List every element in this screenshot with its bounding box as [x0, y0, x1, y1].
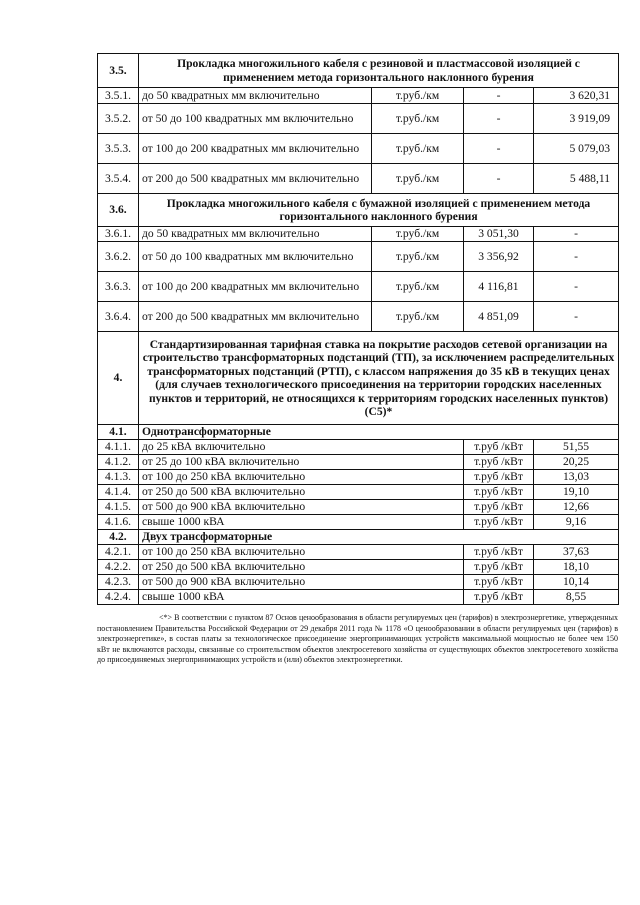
row-value-1: 4 851,09: [464, 302, 534, 332]
table-row: [98, 560, 619, 575]
table-row: [98, 164, 619, 194]
table-row: [98, 470, 619, 485]
subsection-title: Однотрансформаторные: [139, 425, 619, 440]
row-value-1: 4 116,81: [464, 272, 534, 302]
row-unit: т.руб /кВт: [464, 440, 534, 455]
table-row: [98, 302, 619, 332]
row-description: до 25 кВА включительно: [139, 440, 464, 455]
row-number: 4.2.4.: [98, 590, 139, 605]
table-row: [98, 500, 619, 515]
row-value: 13,03: [534, 470, 619, 485]
table-row: [98, 440, 619, 455]
section-header-row: [98, 54, 619, 88]
row-unit: т.руб /кВт: [464, 500, 534, 515]
row-value: 10,14: [534, 575, 619, 590]
subsection-header-row: [98, 425, 619, 440]
row-value: 20,25: [534, 455, 619, 470]
row-number: 3.5.3.: [98, 134, 139, 164]
table-row: [98, 272, 619, 302]
row-value-2: 5 079,03: [534, 134, 619, 164]
row-description: свыше 1000 кВА: [139, 590, 464, 605]
subsection-title: Двух трансформаторные: [139, 530, 619, 545]
row-description: от 250 до 500 кВА включительно: [139, 560, 464, 575]
row-description: до 50 квадратных мм включительно: [139, 227, 372, 242]
row-number: 3.5.2.: [98, 104, 139, 134]
table-row: [98, 590, 619, 605]
footnote: [97, 613, 618, 666]
row-number: 4.2.1.: [98, 545, 139, 560]
row-value: 8,55: [534, 590, 619, 605]
row-number: 4.1.2.: [98, 455, 139, 470]
row-number: 4.1.6.: [98, 515, 139, 530]
row-unit: т.руб./км: [372, 104, 464, 134]
row-unit: т.руб./км: [372, 302, 464, 332]
row-description: от 500 до 900 кВА включительно: [139, 500, 464, 515]
subsection-number: 4.2.: [98, 530, 139, 545]
row-description: от 25 до 100 кВА включительно: [139, 455, 464, 470]
row-number: 4.2.3.: [98, 575, 139, 590]
table-row: [98, 455, 619, 470]
tariff-table: [97, 53, 619, 605]
row-number: 3.5.4.: [98, 164, 139, 194]
subsection-number: 4.1.: [98, 425, 139, 440]
row-value-2: 3 620,31: [534, 88, 619, 104]
section-title: Прокладка многожильного кабеля с резиновой и пластмассовой изоляцией с применением метода горизонтального наклонного бурения: [139, 54, 619, 88]
table-row: [98, 485, 619, 500]
row-unit: т.руб./км: [372, 227, 464, 242]
row-description: от 50 до 100 квадратных мм включительно: [139, 242, 372, 272]
row-value: 51,55: [534, 440, 619, 455]
row-unit: т.руб /кВт: [464, 545, 534, 560]
row-number: 3.5.1.: [98, 88, 139, 104]
row-number: 4.1.1.: [98, 440, 139, 455]
row-value-1: 3 051,30: [464, 227, 534, 242]
row-description: от 100 до 250 кВА включительно: [139, 470, 464, 485]
row-number: 3.6.4.: [98, 302, 139, 332]
row-unit: т.руб /кВт: [464, 485, 534, 500]
row-unit: т.руб /кВт: [464, 455, 534, 470]
table-row: [98, 515, 619, 530]
section-title: Стандартизированная тарифная ставка на покрытие расходов сетевой организации на строительство трансформаторных подстанций (ТП), за исключением распределительных трансформаторных подстанций (РТП), с классом напряжения до 35 кВ в текущих ценах (для случаев технологического присоединения на территории городских населенных пунктов и территорий, не относящихся к территориям городских населенных пунктов) (С5)*: [139, 332, 619, 425]
table-row: [98, 575, 619, 590]
footnote-text: <*> В соответствии с пунктом 87 Основ ценообразования в области регулируемых цен (тарифов) в электроэнергетике, утвержденных постановлением Правительства Российской Федерации от 29 декабря 2011 года № 1178 «О ценообразовании в области регулируемых цен (тарифов) в электроэнергетике», в состав платы за технологическое присоединение энергопринимающих устройств максимальной мощностью не более чем 150 кВт не включаются расходы, связанные со строительством объектов электросетевого хозяйства от существующих объектов электросетевого хозяйства до присоединяемых энергопринимающих устройств и (или) объектов электроэнергетики.: [97, 613, 618, 665]
section-number: 4.: [98, 332, 139, 425]
row-value-2: -: [534, 227, 619, 242]
table-row: [98, 227, 619, 242]
row-value-1: 3 356,92: [464, 242, 534, 272]
row-description: от 50 до 100 квадратных мм включительно: [139, 104, 372, 134]
row-unit: т.руб./км: [372, 88, 464, 104]
row-unit: т.руб./км: [372, 164, 464, 194]
section-header-row: [98, 332, 619, 425]
row-unit: т.руб /кВт: [464, 575, 534, 590]
row-unit: т.руб /кВт: [464, 470, 534, 485]
row-unit: т.руб /кВт: [464, 590, 534, 605]
row-value-1: -: [464, 88, 534, 104]
table-row: [98, 104, 619, 134]
row-unit: т.руб./км: [372, 272, 464, 302]
row-value-2: -: [534, 302, 619, 332]
row-description: от 100 до 200 квадратных мм включительно: [139, 134, 372, 164]
row-unit: т.руб /кВт: [464, 515, 534, 530]
row-description: от 200 до 500 квадратных мм включительно: [139, 164, 372, 194]
row-value-1: -: [464, 134, 534, 164]
row-number: 3.6.1.: [98, 227, 139, 242]
row-value-2: -: [534, 272, 619, 302]
row-value: 19,10: [534, 485, 619, 500]
row-value: 12,66: [534, 500, 619, 515]
row-value: 18,10: [534, 560, 619, 575]
section-header-row: [98, 194, 619, 227]
row-value-1: -: [464, 104, 534, 134]
row-unit: т.руб./км: [372, 242, 464, 272]
row-description: свыше 1000 кВА: [139, 515, 464, 530]
row-description: от 200 до 500 квадратных мм включительно: [139, 302, 372, 332]
row-number: 4.1.5.: [98, 500, 139, 515]
row-number: 4.1.4.: [98, 485, 139, 500]
table-row: [98, 134, 619, 164]
row-value: 9,16: [534, 515, 619, 530]
row-number: 3.6.2.: [98, 242, 139, 272]
section-number: 3.5.: [98, 54, 139, 88]
row-value-1: -: [464, 164, 534, 194]
row-number: 4.2.2.: [98, 560, 139, 575]
row-unit: т.руб./км: [372, 134, 464, 164]
row-description: от 100 до 250 кВА включительно: [139, 545, 464, 560]
section-number: 3.6.: [98, 194, 139, 227]
subsection-header-row: [98, 530, 619, 545]
row-number: 4.1.3.: [98, 470, 139, 485]
row-value-2: -: [534, 242, 619, 272]
row-number: 3.6.3.: [98, 272, 139, 302]
row-description: от 500 до 900 кВА включительно: [139, 575, 464, 590]
table-row: [98, 545, 619, 560]
row-description: от 250 до 500 кВА включительно: [139, 485, 464, 500]
table-row: [98, 88, 619, 104]
section-title: Прокладка многожильного кабеля с бумажной изоляцией с применением метода горизонтального наклонного бурения: [139, 194, 619, 227]
row-value-2: 3 919,09: [534, 104, 619, 134]
row-value-2: 5 488,11: [534, 164, 619, 194]
table-row: [98, 242, 619, 272]
row-description: до 50 квадратных мм включительно: [139, 88, 372, 104]
row-value: 37,63: [534, 545, 619, 560]
row-description: от 100 до 200 квадратных мм включительно: [139, 272, 372, 302]
row-unit: т.руб /кВт: [464, 560, 534, 575]
